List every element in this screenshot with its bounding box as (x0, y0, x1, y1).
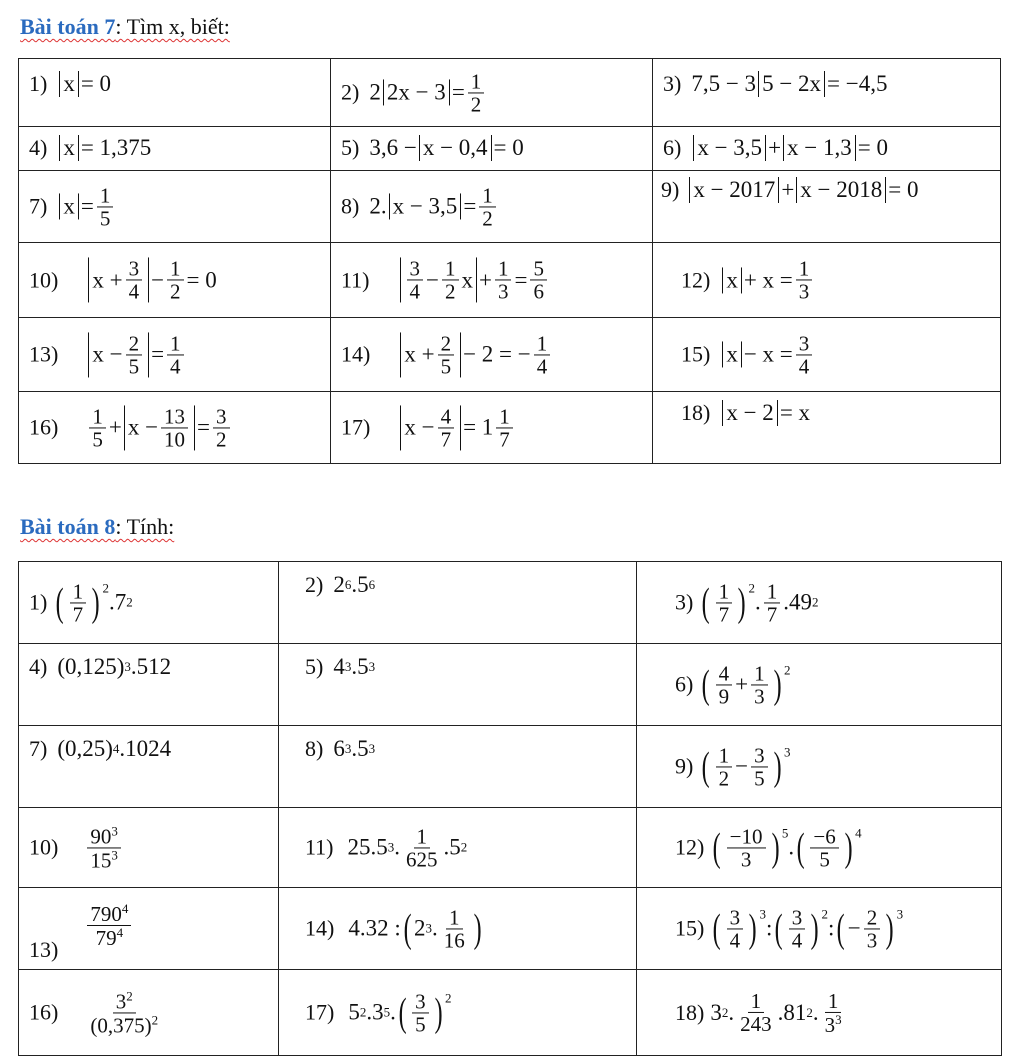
p7-cell-17: 17) x − $\frac{4}{7}$ = 1 $\frac{1}{7}$ (331, 392, 653, 464)
p8-cell-7: 7) (0,25) 4 .1024 (19, 726, 279, 808)
p8-cell-13: 13) $\frac{790^4}{79^4}$ (19, 888, 279, 970)
p7-cell-16: 16) $\frac{1}{5}$ + x − $\frac{13}{10}$ = $\frac{3}{2}$ (19, 392, 331, 464)
p8-cell-4: 4) (0,125) 3 .512 (19, 644, 279, 726)
problem8-heading (20, 514, 174, 540)
p8-cell-14: 14) 4.32 : ( 2 3 . $\frac{1}{16}$ ) (279, 888, 637, 970)
problem7-heading (20, 14, 230, 40)
p7-cell-10: 10) x + $\frac{3}{4}$ − $\frac{1}{2}$ = 0 (19, 243, 331, 318)
p8-cell-6: 6) ( $\frac{4}{9}$ + $\frac{1}{3}$ ) $^2$ (637, 644, 1002, 726)
p8-cell-16: 16) $\frac{3^2}{(0,375)^2}$ (19, 970, 279, 1056)
p7-cell-11: 11) $\frac{3}{4}$ − $\frac{1}{2}$ x + $\frac{1}{3}$ = $\frac{5}{6}$ (331, 243, 653, 318)
p7-cell-7: 7) x = $\frac{1}{5}$ (19, 171, 331, 243)
p7-cell-18: 18) x − 2 = x (653, 392, 1001, 464)
p7-cell-8: 8) 2. x − 3,5 = $\frac{1}{2}$ (331, 171, 653, 243)
p8-cell-11: 11) 25.5 3 . $\frac{1}{625}$ .5 2 (279, 808, 637, 888)
p8-cell-9: 9) ( $\frac{1}{2}$ − $\frac{3}{5}$ ) $^3$ (637, 726, 1002, 808)
problem8-instruction: : Tính: (115, 514, 175, 539)
p8-cell-18: 18) 3 2 . $\frac{1}{243}$ .81 2 . $\frac{1}{3^3}$ (637, 970, 1002, 1056)
p7-cell-3: 3) 7,5 − 3 5 − 2x = −4,5 (653, 59, 1001, 127)
p8-cell-12: 12) ( $\frac{-10}{3}$ ) $^5$ . ( $\frac{-6}{5}$ ) $^4$ (637, 808, 1002, 888)
p8-cell-15: 15) ( $\frac{3}{4}$ ) $^3$ : ( $\frac{3}{4}$ ) $^2$ : ( − $\frac{2}{3}$ ) $^3$ (637, 888, 1002, 970)
p8-cell-2: 2) 2 6 .5 6 (279, 562, 637, 644)
p7-cell-2: 2) 2 2x − 3 = $\frac{1}{2}$ (331, 59, 653, 127)
p8-cell-5: 5) 4 3 .5 3 (279, 644, 637, 726)
p7-cell-5: 5) 3,6 − x − 0,4 = 0 (331, 127, 653, 171)
problem8-title: Bài toán 8 (20, 514, 116, 539)
p7-cell-1: 1) x = 0 (19, 59, 331, 127)
p7-cell-15: 15) x − x = $\frac{3}{4}$ (653, 318, 1001, 392)
problem7-instruction: : Tìm x, biết: (115, 14, 230, 39)
p7-cell-13: 13) x − $\frac{2}{5}$ = $\frac{1}{4}$ (19, 318, 331, 392)
p7-cell-12: 12) x + x = $\frac{1}{3}$ (653, 243, 1001, 318)
p7-cell-6: 6) x − 3,5 + x − 1,3 = 0 (653, 127, 1001, 171)
p8-cell-10: 10) $\frac{90^3}{15^3}$ (19, 808, 279, 888)
p7-cell-9: 9) x − 2017 + x − 2018 = 0 (653, 171, 1001, 243)
p8-cell-17: 17) 5 2 .3 5 . ( $\frac{3}{5}$ ) $^2$ (279, 970, 637, 1056)
problem7-title: Bài toán 7 (20, 14, 116, 39)
p8-cell-8: 8) 6 3 .5 3 (279, 726, 637, 808)
p8-cell-1: 1) ( $\frac{1}{7}$ ) $^2$ .7 2 (19, 562, 279, 644)
p8-cell-3: 3) ( $\frac{1}{7}$ ) $^2$ . $\frac{1}{7}$ .49 2 (637, 562, 1002, 644)
problem7-table (18, 58, 1001, 464)
p7-cell-4: 4) x = 1,375 (19, 127, 331, 171)
problem8-table (18, 561, 1002, 1056)
p7-cell-14: 14) x + $\frac{2}{5}$ − 2 = − $\frac{1}{4}$ (331, 318, 653, 392)
